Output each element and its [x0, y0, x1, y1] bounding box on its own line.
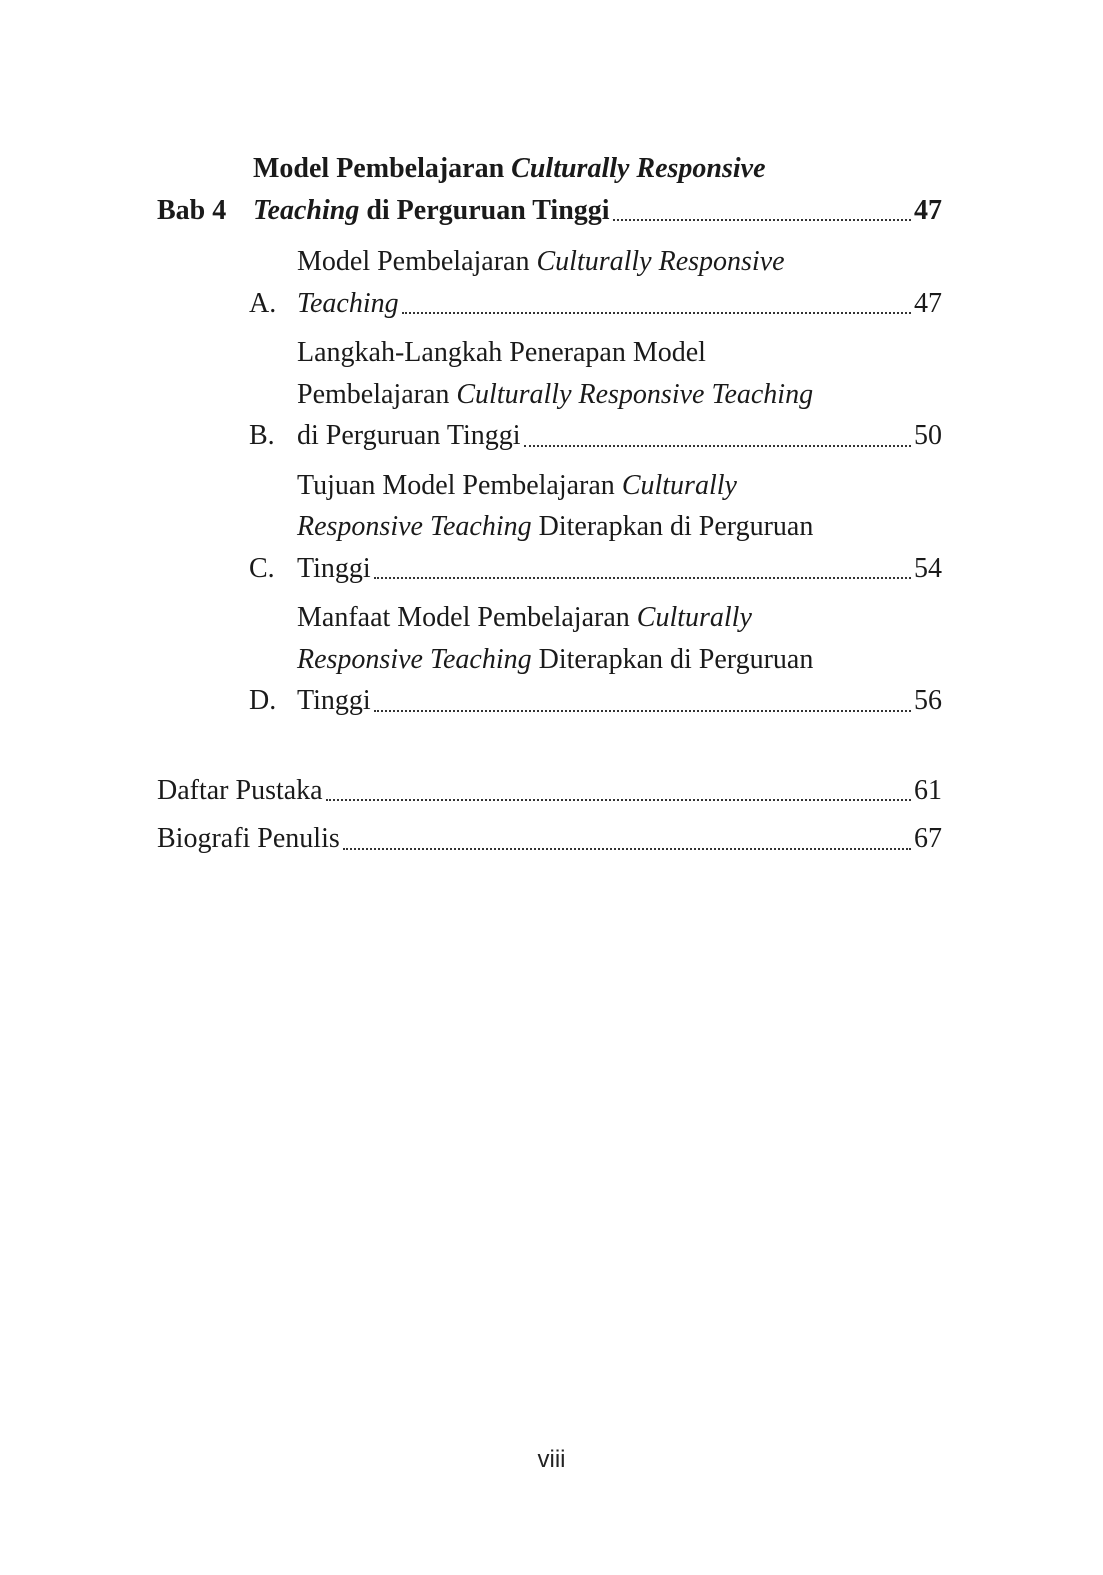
toc-section-a[interactable] [249, 241, 942, 324]
section-line: Langkah-Langkah Penerapan Model [297, 337, 706, 368]
section-line [297, 597, 942, 639]
chapter-title-text: Model Pembelajaran [253, 153, 512, 184]
section-line [297, 506, 942, 548]
section-page-number: 47 [914, 287, 942, 319]
dot-leader [402, 312, 911, 314]
section-text: Diterapkan di Perguruan [531, 643, 814, 675]
section-page-number: 56 [914, 685, 942, 716]
section-last-line [297, 680, 942, 722]
entry-title: Biografi Penulis [157, 823, 340, 854]
dot-leader [326, 799, 911, 801]
toc-biografi-penulis[interactable] [157, 818, 942, 860]
section-text: Tinggi [297, 685, 371, 716]
section-letter: A. [249, 287, 277, 319]
section-text: Tinggi [297, 552, 371, 584]
entry-page-number: 61 [914, 774, 942, 806]
section-title [297, 465, 942, 590]
section-italic: Culturally Responsive Teaching [456, 378, 814, 410]
dot-leader [374, 577, 911, 579]
section-line [297, 639, 942, 681]
section-last-line [297, 415, 942, 457]
entry-page-number: 67 [914, 823, 942, 854]
section-italic: Responsive Teaching [297, 511, 532, 542]
section-letter: D. [249, 685, 277, 716]
table-of-contents [157, 148, 942, 867]
section-last-line [297, 283, 942, 325]
dot-leader [374, 710, 911, 712]
section-list [249, 241, 942, 722]
toc-section-d[interactable] [249, 597, 942, 722]
toc-daftar-pustaka[interactable] [157, 770, 942, 812]
entry-title: Daftar Pustaka [157, 774, 323, 806]
section-text: Tujuan Model Pembelajaran [297, 469, 622, 501]
chapter-title-line-1 [253, 148, 942, 190]
dot-leader [343, 848, 911, 850]
section-page-number: 50 [914, 420, 942, 451]
section-title [297, 241, 942, 324]
section-letter: C. [249, 552, 275, 584]
page-number: viii [537, 1446, 566, 1473]
dot-leader [524, 445, 911, 447]
section-text: di Perguruan Tinggi [297, 420, 521, 451]
chapter-title-lead [253, 190, 610, 232]
dot-leader [613, 219, 911, 221]
section-page-number: 54 [914, 552, 942, 584]
chapter-page-number: 47 [914, 194, 942, 226]
section-line [297, 241, 942, 283]
section-line [297, 465, 942, 507]
section-italic: Culturally [621, 469, 737, 501]
section-title [297, 332, 942, 457]
chapter-title-italic: Culturally Responsive [511, 153, 766, 184]
chapter-title-italic-2: Teaching [253, 194, 360, 226]
section-letter: B. [249, 420, 275, 451]
section-last-line [297, 548, 942, 590]
section-text: Manfaat Model Pembelajaran [297, 602, 637, 633]
chapter-title-line-2 [253, 190, 942, 232]
section-italic: Culturally [636, 602, 752, 633]
toc-chapter-4[interactable] [157, 148, 942, 231]
section-italic: Culturally Responsive [536, 246, 785, 277]
toc-section-c[interactable] [249, 465, 942, 590]
chapter-label: Bab 4 [157, 194, 227, 226]
section-title [297, 597, 942, 722]
section-italic: Teaching [297, 287, 399, 319]
section-text: Model Pembelajaran [297, 246, 537, 277]
toc-section-b[interactable] [249, 332, 942, 457]
chapter-title-text-2: di Perguruan Tinggi [359, 194, 610, 226]
section-italic: Responsive Teaching [297, 643, 532, 675]
section-line [297, 374, 942, 416]
chapter-title [253, 148, 942, 231]
section-text: Diterapkan di Perguruan [531, 511, 814, 542]
back-matter [157, 770, 942, 860]
section-text: Pembelajaran [297, 378, 457, 410]
